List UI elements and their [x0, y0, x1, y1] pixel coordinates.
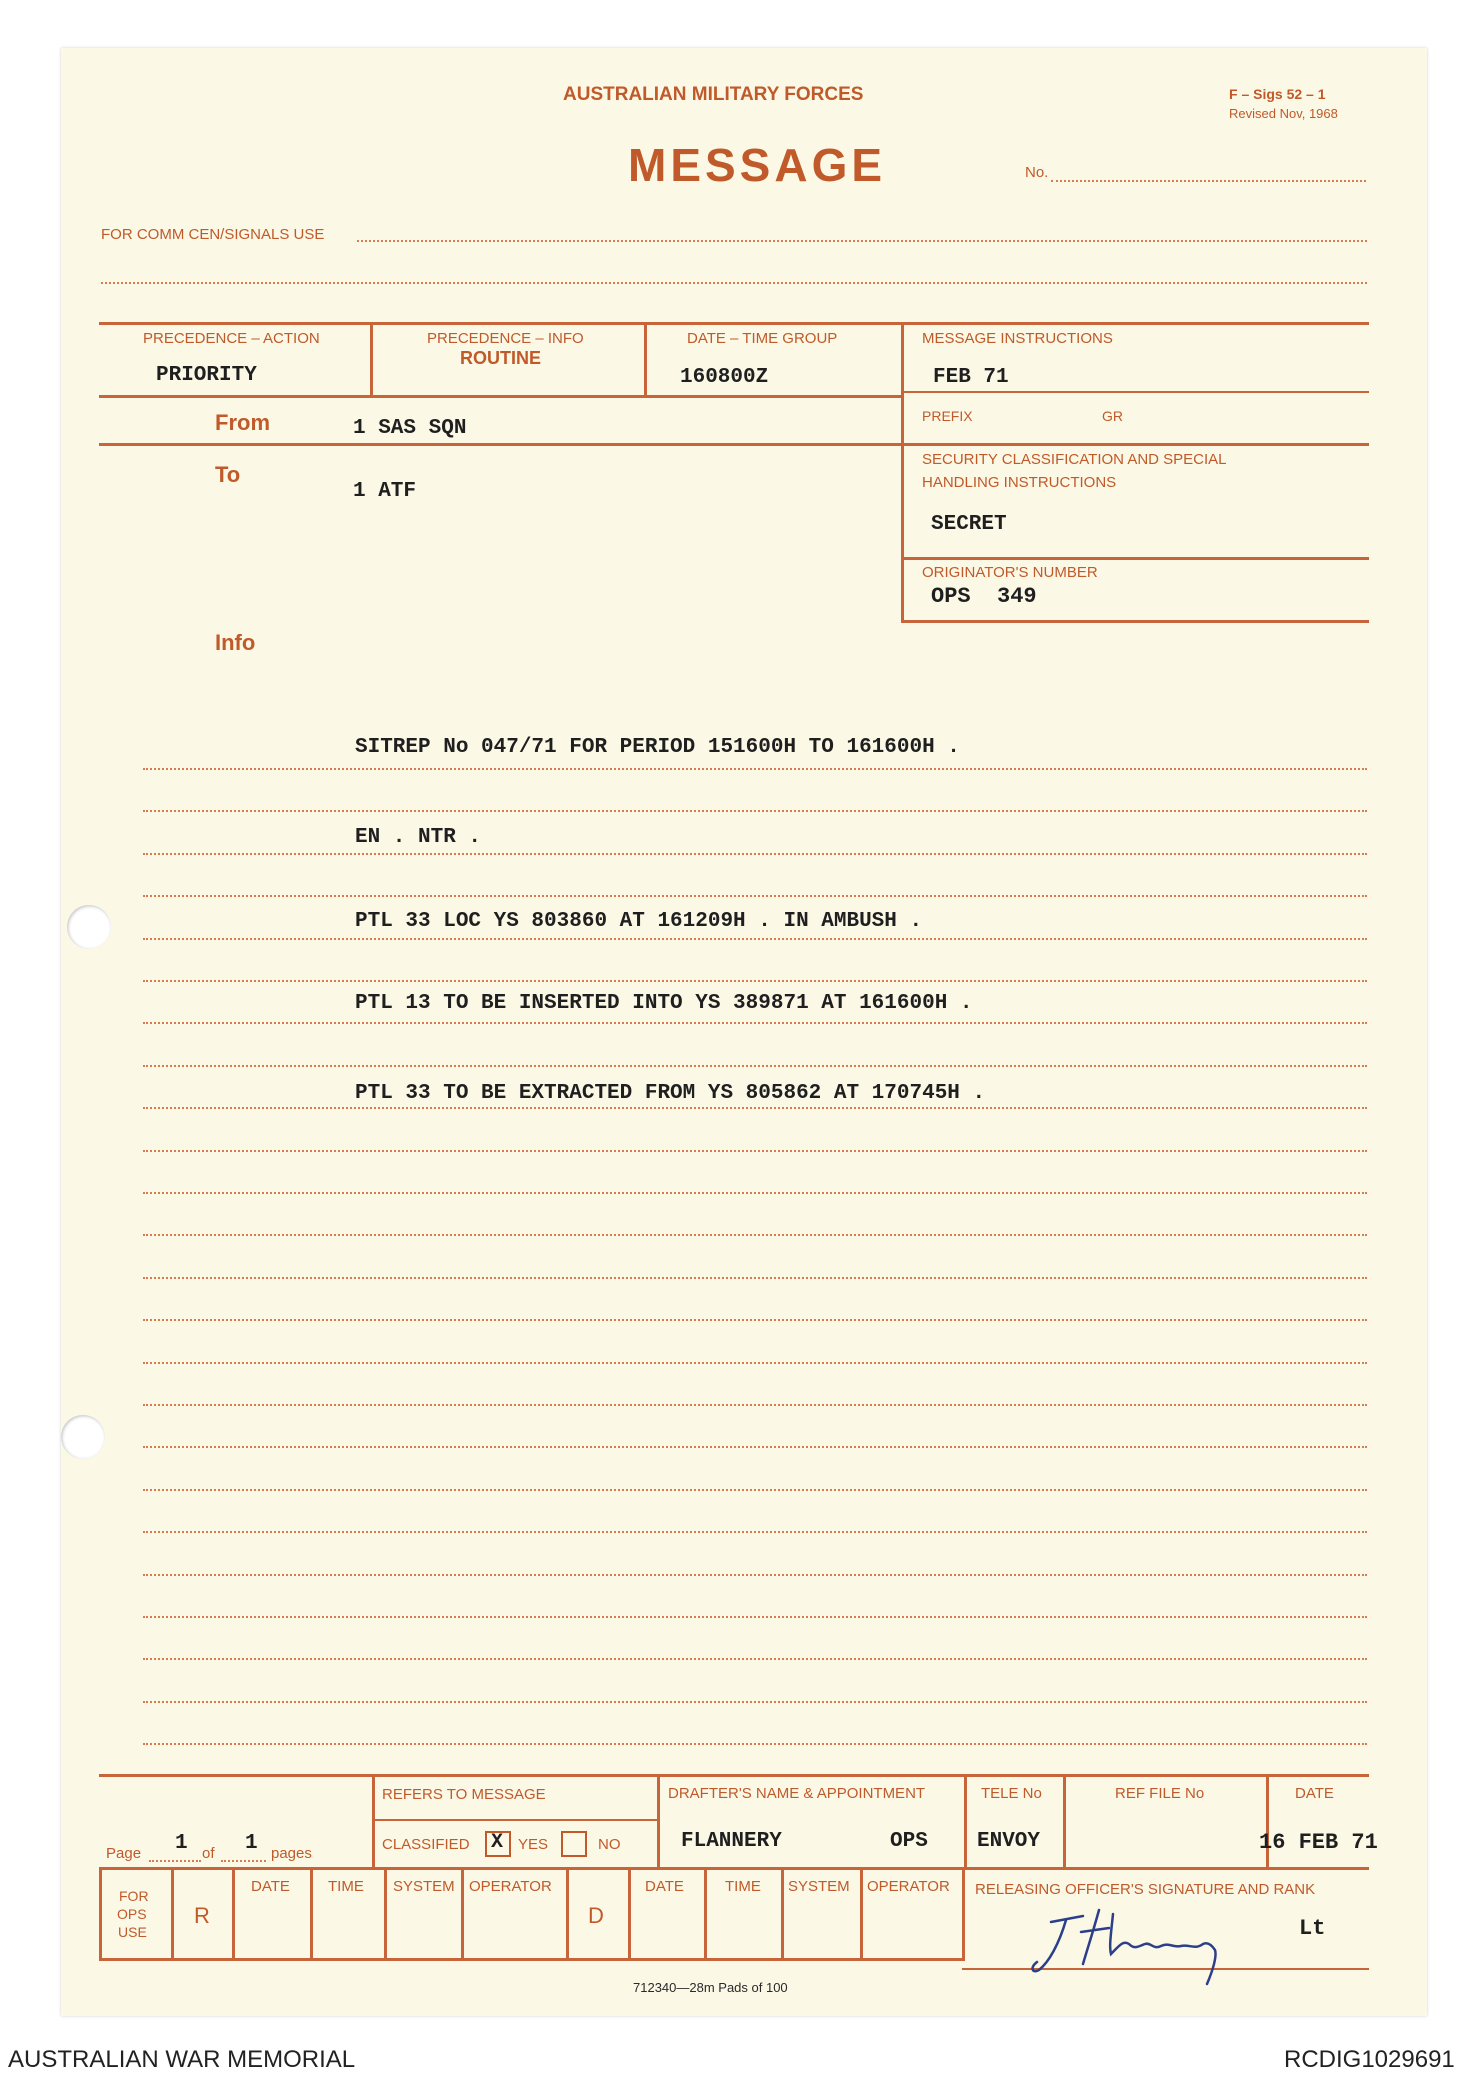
page-label: Page: [106, 1845, 142, 1862]
from-label: From: [215, 410, 270, 435]
ops-time-label-2: TIME: [725, 1878, 761, 1895]
security-label-line-1: SECURITY CLASSIFICATION AND SPECIAL: [922, 451, 1227, 468]
message-ruled-line: [143, 1192, 1367, 1194]
date-value: 16 FEB 71: [1259, 1830, 1378, 1855]
for-ops-use-label-1: FOR: [119, 1888, 149, 1904]
precedence-info-value: ROUTINE: [460, 348, 541, 368]
message-ruled-line: [143, 1658, 1367, 1660]
message-line-2: EN . NTR .: [355, 826, 482, 849]
yes-label: YES: [518, 1836, 549, 1853]
message-ruled-line: [143, 1362, 1367, 1364]
message-ruled-line: [143, 1107, 1367, 1109]
punch-hole-bottom: [61, 1415, 105, 1459]
message-ruled-line: [143, 1531, 1367, 1533]
rank-value: Lt: [1299, 1916, 1326, 1941]
message-ruled-line: [143, 853, 1367, 855]
page-number-value: 1: [175, 1832, 188, 1855]
for-ops-use-label-3: USE: [118, 1924, 147, 1940]
print-run-line: 712340—28m Pads of 100: [633, 1980, 788, 1995]
message-ruled-line: [143, 1446, 1367, 1448]
comm-cen-label: FOR COMM CEN/SIGNALS USE: [101, 226, 325, 243]
classified-yes-mark: X: [491, 1831, 504, 1854]
message-ruled-line: [143, 1319, 1367, 1321]
footer-archive-name: AUSTRALIAN WAR MEMORIAL: [8, 2046, 356, 2073]
table-top-border: [99, 322, 1369, 325]
message-ruled-line: [143, 1150, 1367, 1152]
gr-label: GR: [1102, 408, 1123, 424]
message-ruled-line: [143, 980, 1367, 982]
message-ruled-line: [143, 768, 1367, 770]
refers-to-message-label: REFERS TO MESSAGE: [382, 1786, 546, 1803]
no-field-line: [1051, 180, 1366, 182]
security-classification-value: SECRET: [931, 513, 1007, 536]
originator-number-value: OPS 349: [931, 584, 1037, 609]
message-instructions-label: MESSAGE INSTRUCTIONS: [922, 330, 1113, 347]
message-line-4: PTL 13 TO BE INSERTED INTO YS 389871 AT 161600H .: [355, 992, 973, 1015]
message-ruled-line: [143, 1234, 1367, 1236]
message-ruled-line: [143, 1065, 1367, 1067]
of-label: of: [202, 1845, 215, 1862]
precedence-action-label: PRECEDENCE – ACTION: [143, 330, 320, 347]
ops-system-label-1: SYSTEM: [393, 1878, 455, 1895]
for-ops-use-label-2: OPS: [117, 1906, 147, 1922]
drafter-appointment: OPS: [890, 1830, 928, 1853]
ops-date-label-1: DATE: [251, 1878, 290, 1895]
comm-cen-line-2: [101, 282, 1367, 284]
of-pages-value: 1: [245, 1832, 258, 1855]
prefix-label: PREFIX: [922, 408, 973, 424]
security-label-line-2: HANDLING INSTRUCTIONS: [922, 474, 1117, 491]
releasing-officer-signature: [1011, 1884, 1291, 1994]
classified-label: CLASSIFIED: [382, 1836, 470, 1853]
bottom-table-top-border: [99, 1774, 1369, 1777]
dtg-label: DATE – TIME GROUP: [687, 330, 838, 347]
message-line-1: SITREP No 047/71 FOR PERIOD 151600H TO 161600H .: [355, 736, 960, 759]
precedence-info-label: PRECEDENCE – INFO: [427, 330, 584, 347]
classified-no-checkbox[interactable]: [561, 1831, 587, 1857]
precedence-action-value: PRIORITY: [156, 364, 257, 387]
no-label: NO: [598, 1836, 621, 1853]
tele-no-value: ENVOY: [977, 1830, 1041, 1853]
message-ruled-line: [143, 1701, 1367, 1703]
message-ruled-line: [143, 938, 1367, 940]
ops-operator-label-2: OPERATOR: [867, 1878, 950, 1895]
date-label: DATE: [1295, 1785, 1334, 1802]
message-ruled-line: [143, 1616, 1367, 1618]
ops-time-label-1: TIME: [328, 1878, 364, 1895]
punch-hole-top: [67, 905, 111, 949]
drafter-label: DRAFTER'S NAME & APPOINTMENT: [668, 1785, 926, 1802]
message-ruled-line: [143, 895, 1367, 897]
comm-cen-line-1: [357, 240, 1367, 242]
drafter-name: FLANNERY: [681, 1830, 782, 1853]
message-ruled-line: [143, 1022, 1367, 1024]
message-ruled-line: [143, 1489, 1367, 1491]
tele-no-label: TELE No: [981, 1785, 1042, 1802]
ops-system-label-2: SYSTEM: [788, 1878, 850, 1895]
ops-operator-label-1: OPERATOR: [469, 1878, 552, 1895]
to-value: 1 ATF: [353, 480, 417, 503]
message-form-sheet: [61, 48, 1427, 2016]
form-title: MESSAGE: [628, 139, 887, 191]
releasing-officer-label: RELEASING OFFICER'S SIGNATURE AND RANK: [975, 1881, 1316, 1898]
message-line-3: PTL 33 LOC YS 803860 AT 161209H . IN AMBUSH .: [355, 910, 923, 933]
ops-date-label-2: DATE: [645, 1878, 684, 1895]
from-value: 1 SAS SQN: [353, 417, 467, 440]
message-ruled-line: [143, 1404, 1367, 1406]
r-label: R: [194, 1903, 210, 1928]
ref-file-label: REF FILE No: [1115, 1785, 1205, 1802]
dtg-value: 160800Z: [680, 366, 769, 389]
pages-label: pages: [271, 1845, 312, 1862]
message-ruled-line: [143, 1277, 1367, 1279]
originator-number-label: ORIGINATOR'S NUMBER: [922, 564, 1098, 581]
org-title: AUSTRALIAN MILITARY FORCES: [563, 84, 864, 105]
message-instructions-value: FEB 71: [933, 366, 1009, 389]
to-label: To: [215, 462, 241, 487]
no-label: No.: [1025, 164, 1049, 181]
form-code: F – Sigs 52 – 1: [1229, 86, 1326, 102]
message-ruled-line: [143, 1574, 1367, 1576]
d-label: D: [588, 1903, 604, 1928]
message-line-5: PTL 33 TO BE EXTRACTED FROM YS 805862 AT 170745H .: [355, 1082, 986, 1105]
revised-date: Revised Nov, 1968: [1229, 106, 1338, 121]
footer-catalog-id: RCDIG1029691: [1284, 2046, 1455, 2073]
message-ruled-line: [143, 1743, 1367, 1745]
message-ruled-line: [143, 810, 1367, 812]
info-label: Info: [215, 630, 256, 655]
